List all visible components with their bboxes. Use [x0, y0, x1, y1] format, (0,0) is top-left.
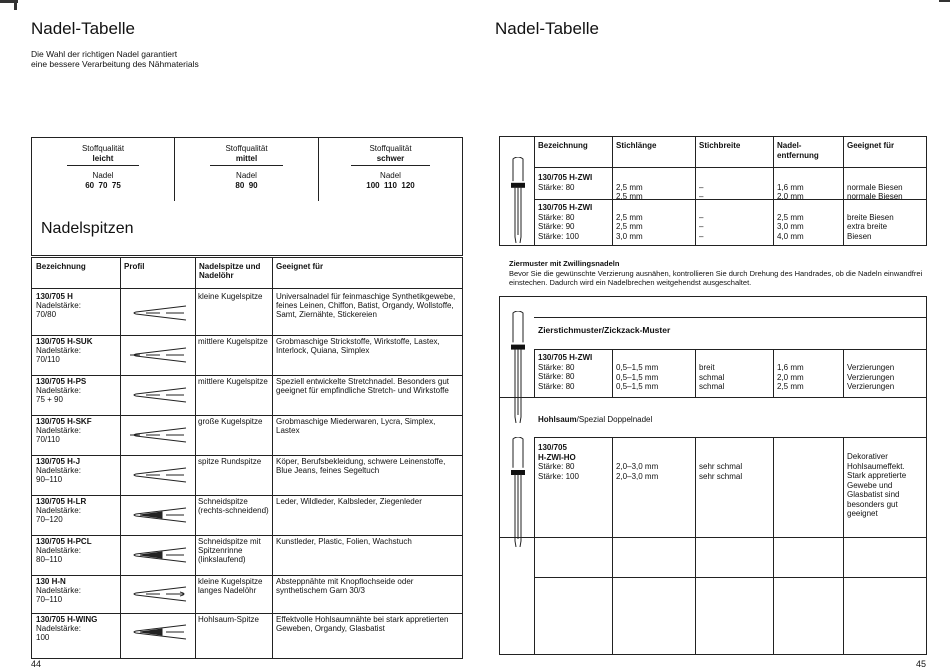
- hohlsaum-bold: Hohlsaum: [538, 415, 577, 424]
- cell-stich: [616, 183, 693, 202]
- needle-designation: [36, 577, 118, 604]
- crop-mark: [14, 0, 17, 10]
- nadel-sizes: 100 110 120: [366, 181, 415, 190]
- cell-geeignet: [847, 363, 924, 392]
- needle-tip: mittlere Kugelspitze: [198, 337, 268, 346]
- table-row: [32, 415, 462, 455]
- needle-name: 130/705 H-ZWI: [538, 203, 593, 212]
- cell-value: normale Biesen: [847, 192, 903, 201]
- column-header: Stichlänge: [616, 141, 657, 150]
- cell-value: 2,5 mm: [616, 192, 643, 201]
- cell-value: 2,0–3,0 mm: [616, 462, 659, 471]
- cell-value: 0,5–1,5 mm: [616, 382, 659, 391]
- cell-value: –: [699, 212, 704, 222]
- needle-strength-value: 70/80: [36, 310, 57, 319]
- page-number: 45: [916, 659, 927, 669]
- needle-name: 130/705: [538, 443, 567, 452]
- cell-abstand: [777, 213, 841, 242]
- suitable-for: Kunstleder, Plastic, Folien, Wachstuch: [276, 537, 412, 546]
- needle-name: 130/705 H-J: [36, 457, 81, 466]
- needle-strength-label: Nadelstärke:: [36, 386, 81, 395]
- cell-abstand: [777, 183, 841, 202]
- table-row: [32, 613, 462, 651]
- column-header: Stichbreite: [699, 141, 741, 150]
- table-row: [32, 535, 462, 575]
- needle-name: 130/705 H-SKF: [36, 417, 92, 426]
- needle-designation: [36, 377, 118, 404]
- zickzack-title: Zierstichmuster/Zickzack-Muster: [538, 325, 671, 335]
- table-row: [32, 575, 462, 613]
- page-title: Nadel-Tabelle: [495, 19, 599, 38]
- cell-value: breite Biesen: [847, 212, 894, 222]
- cell-breite: [699, 462, 771, 481]
- needle-designation: [538, 173, 610, 192]
- needle-strength-value: 70–110: [36, 595, 63, 604]
- suitable-for: Effektvolle Hohlsaumnähte bei stark appretierten Geweben, Organdy, Glasbatist: [276, 615, 449, 633]
- table-row: [32, 375, 462, 415]
- needle-name: 130/705 H-SUK: [36, 337, 93, 346]
- cell-value: 2,0 mm: [777, 372, 804, 382]
- needle-strength-label: Nadelstärke:: [36, 546, 81, 555]
- cell-value: 2,0–3,0 mm: [616, 471, 659, 481]
- nadel-sizes: 60 70 75: [85, 181, 121, 190]
- zier-info: [509, 259, 929, 288]
- needle-strength: Stärke: 80: [538, 381, 575, 391]
- cell-value: Biesen: [847, 231, 872, 241]
- table-row: [32, 335, 462, 375]
- needle-strength-label: Nadelstärke:: [36, 586, 81, 595]
- cell-value: –: [699, 231, 704, 241]
- needle-tip: mittlere Kugelspitze: [198, 377, 268, 386]
- needle-strength: Stärke: 80: [538, 462, 575, 471]
- cell-value: 2,5 mm: [616, 212, 643, 222]
- needle-tip: Hohlsaum-Spitze: [198, 615, 259, 624]
- stoff-label: Stoffqualität: [81, 144, 125, 153]
- needle-name: 130/705 H-LR: [36, 497, 87, 506]
- needle-strength-value: 75 + 90: [36, 395, 63, 404]
- profile-cell: [126, 584, 192, 609]
- needle-profile-icon: [126, 545, 192, 565]
- twin-needle-icon: [510, 157, 526, 243]
- intro-text: [31, 49, 199, 69]
- needle-profile-icon: [126, 584, 192, 604]
- profile-cell: [126, 345, 192, 370]
- needle-name: 130 H-N: [36, 577, 66, 586]
- right-page: [475, 0, 950, 671]
- needle-designation: [538, 353, 610, 391]
- table-row: [32, 290, 462, 335]
- needle-designation: [36, 497, 118, 524]
- hohlsaum-title: [538, 415, 652, 424]
- zier-text: Bevor Sie die gewünschte Verzierung ausnähen, kontrollieren Sie durch Drehung des Handrades, ob die Nadeln einwandfrei einstechen. Dadurch wird ein Nadelbrechen weitgehendst ausgeschaltet.: [509, 268, 923, 287]
- profile-cell: [126, 465, 192, 490]
- column-header: Bezeichnung: [36, 262, 86, 271]
- needle-strength-value: 90–110: [36, 475, 63, 484]
- cell-value: Verzierungen: [847, 372, 895, 382]
- needle-strength-value: 100: [36, 633, 50, 642]
- needle-profile-icon: [126, 425, 192, 445]
- stoff-column: [175, 144, 318, 191]
- stoff-column: [319, 144, 462, 191]
- stoff-label: Stoffqualität: [369, 144, 412, 153]
- suitable-for: Speziell entwickelte Stretchnadel. Besonders gut geeignet für empfindliche Stretch- und Wirkstoffe: [276, 377, 449, 395]
- cell-value: 2,5 mm: [616, 182, 643, 192]
- table-row: [32, 495, 462, 535]
- needle-profile-icon: [126, 345, 192, 365]
- needle-profile-icon: [126, 385, 192, 405]
- cell-breite: [699, 183, 771, 202]
- needle-designation: [36, 537, 118, 564]
- nadel-sizes: 80 90: [235, 181, 258, 190]
- cell-geeignet: [847, 183, 924, 202]
- needle-tip: kleine Kugelspitze langes Nadelöhr: [198, 577, 263, 595]
- profile-cell: [126, 303, 192, 328]
- needle-strength: Stärke: 80: [538, 212, 575, 222]
- needle-designation: [36, 457, 118, 484]
- needle-table: [31, 257, 463, 659]
- cell-geeignet: Dekorativer Hohlsaumeffekt. Stark appretierte Gewebe und Glasbatist sind besonders gut geeignet: [847, 452, 907, 518]
- cell-value: 0,5–1,5 mm: [616, 363, 659, 372]
- needle-strength-label: Nadelstärke:: [36, 506, 81, 515]
- cell-value: 1,6 mm: [777, 182, 804, 192]
- cell-value: extra breite: [847, 222, 888, 231]
- profile-cell: [126, 622, 192, 647]
- needle-tip: Schneidspitze mit Spitzenrinne (linkslaufend): [198, 537, 261, 564]
- profile-cell: [126, 385, 192, 410]
- column-header: Geeignet für: [276, 262, 324, 271]
- hohlsaum-rest: /Spezial Doppelnadel: [576, 415, 653, 424]
- needle-strength: Stärke: 100: [538, 231, 579, 241]
- stoff-label: Stoffqualität: [225, 144, 268, 153]
- cell-value: 1,6 mm: [777, 363, 804, 372]
- needle-strength-label: Nadelstärke:: [36, 426, 81, 435]
- table-row: [32, 455, 462, 495]
- profile-cell: [126, 545, 192, 570]
- needle-strength-label: Nadelstärke:: [36, 466, 81, 475]
- cell-value: 4,0 mm: [777, 231, 804, 241]
- suitable-for: Köper, Berufsbekleidung, schwere Leinenstoffe, Blue Jeans, feines Segeltuch: [276, 457, 446, 475]
- needle-profile-icon: [126, 303, 192, 323]
- cell-value: 0,5–1,5 mm: [616, 372, 659, 382]
- cell-value: sehr schmal: [699, 471, 743, 481]
- needle-strength: Stärke: 100: [538, 471, 579, 481]
- column-header: Nadel-entfernung: [777, 141, 819, 160]
- cell-value: schmal: [699, 382, 725, 391]
- needle-strength: Stärke: 90: [538, 222, 575, 231]
- cell-value: Verzierungen: [847, 363, 895, 372]
- nadel-label: Nadel: [92, 171, 114, 180]
- cell-value: 2,5 mm: [777, 212, 804, 222]
- stoff-box: [31, 137, 463, 256]
- needle-profile-icon: [126, 505, 192, 525]
- needle-strength-value: 70–120: [36, 515, 63, 524]
- needle-strength-label: Nadelstärke:: [36, 301, 81, 310]
- suitable-for: Absteppnähte mit Knopflochseide oder synthetischem Garn 30/3: [276, 577, 414, 595]
- needle-designation: [36, 417, 118, 444]
- stoff-quality: leicht: [67, 154, 140, 166]
- needle-name: 130/705 H-PS: [36, 377, 87, 386]
- needle-tip: spitze Rundspitze: [198, 457, 262, 466]
- cell-value: sehr schmal: [699, 462, 743, 471]
- cell-abstand: [777, 363, 841, 392]
- cell-value: –: [699, 182, 704, 192]
- needle-tip: kleine Kugelspitze: [198, 292, 263, 301]
- needle-strength: Stärke: 80: [538, 362, 575, 372]
- cell-value: 3,0 mm: [777, 222, 804, 231]
- profile-cell: [126, 425, 192, 450]
- nadel-label: Nadel: [236, 171, 257, 180]
- cell-value: breit: [699, 363, 715, 372]
- cell-value: 2,0 mm: [777, 192, 804, 201]
- intro-line: Die Wahl der richtigen Nadel garantiert: [31, 49, 178, 59]
- zickzack-table: [499, 296, 927, 655]
- suitable-for: Universalnadel für feinmaschige Synthetikgewebe, feines Leinen, Chiffon, Batist, Organdy, Wollstoffe, Samt, Ziernähte, Stickereien: [276, 292, 456, 319]
- needle-strength-value: 80–110: [36, 555, 63, 564]
- suitable-for: Leder, Wildleder, Kalbsleder, Ziegenleder: [276, 497, 422, 506]
- cell-value: normale Biesen: [847, 182, 903, 192]
- needle-strength-label: Nadelstärke:: [36, 624, 81, 633]
- twin-needle-icon: [510, 311, 526, 423]
- needle-name: 130/705 H-WING: [36, 615, 98, 624]
- needle-name: 130/705 H-PCL: [36, 537, 92, 546]
- needle-name: 130/705 H: [36, 292, 73, 301]
- needle-name: H-ZWI-HO: [538, 452, 576, 462]
- cell-value: 2,5 mm: [777, 382, 804, 391]
- needle-strength-value: 70/110: [36, 435, 60, 444]
- suitable-for: Grobmaschige Strickstoffe, Wirkstoffe, Lastex, Interlock, Quiana, Simplex: [276, 337, 440, 355]
- needle-name: 130/705 H-ZWI: [538, 353, 593, 362]
- needle-strength-label: Nadelstärke:: [36, 346, 81, 355]
- needle-designation: [36, 615, 118, 642]
- needle-strength: Stärke: 80: [538, 182, 575, 192]
- intro-line: eine bessere Verarbeitung des Nähmaterials: [31, 59, 199, 69]
- column-header: Bezeichnung: [538, 141, 588, 150]
- crop-mark: [939, 0, 950, 2]
- needle-designation: [36, 337, 118, 364]
- stoff-column: [32, 144, 174, 191]
- cell-breite: [699, 213, 771, 242]
- cell-stich: [616, 363, 693, 392]
- cell-geeignet: [847, 213, 924, 242]
- needle-profile-icon: [126, 622, 192, 642]
- cell-stich: [616, 213, 693, 242]
- needle-strength: Stärke: 80: [538, 372, 575, 381]
- needle-strength-value: 70/110: [36, 355, 60, 364]
- page-number: 44: [31, 659, 42, 669]
- needle-designation: [36, 292, 118, 319]
- stoff-quality: mittel: [210, 154, 283, 166]
- suitable-for: Grobmaschige Miederwaren, Lycra, Simplex, Lastex: [276, 417, 436, 435]
- column-header: Geeignet für: [847, 141, 895, 150]
- page-title: Nadel-Tabelle: [31, 19, 135, 38]
- cell-value: schmal: [699, 372, 725, 382]
- needle-tip: Schneidspitze (rechts-schneidend): [198, 497, 269, 515]
- cell-breite: [699, 363, 771, 392]
- cell-value: 2,5 mm: [616, 222, 643, 231]
- profile-cell: [126, 505, 192, 530]
- stoff-quality: schwer: [351, 154, 431, 166]
- needle-profile-icon: [126, 465, 192, 485]
- zier-title: Ziermuster mit Zwillingsnadeln: [509, 259, 620, 268]
- needle-tip: große Kugelspitze: [198, 417, 263, 426]
- nadel-label: Nadel: [380, 171, 401, 180]
- needle-designation: [538, 443, 610, 481]
- cell-value: Verzierungen: [847, 382, 895, 391]
- section-title: Nadelspitzen: [41, 220, 134, 237]
- column-header: Nadelspitze und Nadelöhr: [199, 262, 261, 280]
- zwi-table: [499, 136, 927, 246]
- cell-value: 3,0 mm: [616, 231, 643, 241]
- cell-stich: [616, 462, 693, 481]
- twin-needle-icon: [510, 437, 526, 547]
- cell-value: –: [699, 222, 704, 231]
- column-header: Profil: [124, 262, 145, 271]
- needle-designation: [538, 203, 610, 241]
- needle-name: 130/705 H-ZWI: [538, 173, 593, 182]
- cell-value: –: [699, 192, 704, 201]
